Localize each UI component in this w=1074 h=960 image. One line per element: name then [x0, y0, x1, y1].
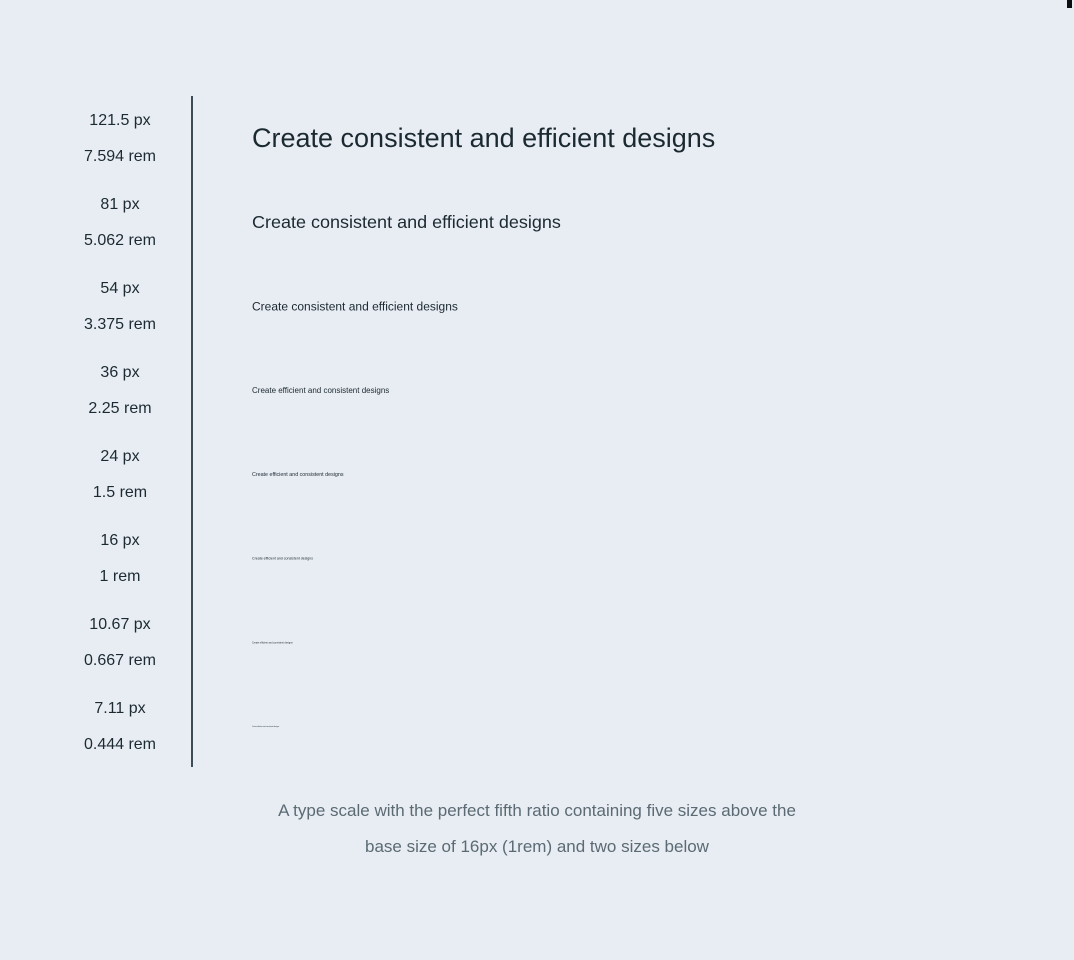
- px-size-label: 81 px: [100, 196, 140, 213]
- sample-text: Create efficient and consistent designs: [252, 386, 390, 396]
- sample-text-wrap: [252, 291, 715, 322]
- sample-text: Create consistent and efficient designs: [252, 212, 561, 233]
- sample-text-wrap: [252, 207, 715, 238]
- rem-size-label: 5.062 rem: [83, 232, 157, 249]
- size-labels: [0, 691, 240, 763]
- sample-text-wrap: [252, 711, 715, 742]
- type-scale-row: [0, 97, 715, 181]
- px-size-label: 24 px: [100, 448, 140, 465]
- sample-text: Create consistent and efficient designs: [252, 300, 458, 314]
- rem-size-label: 2.25 rem: [88, 400, 152, 417]
- px-size-label: 121.5 px: [89, 112, 151, 129]
- size-labels: [0, 355, 240, 427]
- sample-text: Create efficient and consistent designs: [252, 471, 344, 478]
- size-labels: [0, 439, 240, 511]
- rem-size-label: 0.667 rem: [83, 652, 157, 669]
- sample-text: Create efficient and consistent designs: [252, 556, 314, 561]
- rem-size-label: 7.594 rem: [83, 148, 157, 165]
- type-scale-row: [0, 433, 715, 517]
- sample-text: Create efficient and consistent designs: [252, 641, 293, 645]
- type-scale-rows: [0, 97, 715, 769]
- sample-text-wrap: [252, 375, 715, 406]
- size-labels: [0, 187, 240, 259]
- sample-text-wrap: [252, 627, 715, 658]
- sample-text-wrap: [252, 543, 715, 574]
- sample-text-wrap: [252, 123, 715, 154]
- rem-size-label: 0.444 rem: [83, 736, 157, 753]
- type-scale-row: [0, 685, 715, 769]
- size-labels: [0, 523, 240, 595]
- rem-size-label: 3.375 rem: [83, 316, 157, 333]
- px-size-label: 54 px: [100, 280, 140, 297]
- type-scale-row: [0, 181, 715, 265]
- caption: [0, 793, 1074, 865]
- type-scale-row: [0, 265, 715, 349]
- caption-line-1: A type scale with the perfect fifth ratio containing five sizes above the: [278, 801, 796, 820]
- type-scale-row: [0, 517, 715, 601]
- type-scale-row: [0, 349, 715, 433]
- px-size-label: 10.67 px: [89, 616, 151, 633]
- sample-text-wrap: [252, 459, 715, 490]
- sample-text: Create consistent and efficient designs: [252, 123, 716, 154]
- type-scale-row: [0, 601, 715, 685]
- size-labels: [0, 103, 240, 175]
- px-size-label: 36 px: [100, 364, 140, 381]
- caption-line-2: base size of 16px (1rem) and two sizes below: [365, 837, 709, 856]
- corner-mark: [1067, 0, 1072, 8]
- size-labels: [0, 607, 240, 679]
- rem-size-label: 1.5 rem: [92, 484, 148, 501]
- px-size-label: 7.11 px: [94, 700, 146, 717]
- size-labels: [0, 271, 240, 343]
- px-size-label: 16 px: [100, 532, 140, 549]
- sample-text: Create efficient and consistent designs: [252, 726, 280, 728]
- rem-size-label: 1 rem: [99, 568, 141, 585]
